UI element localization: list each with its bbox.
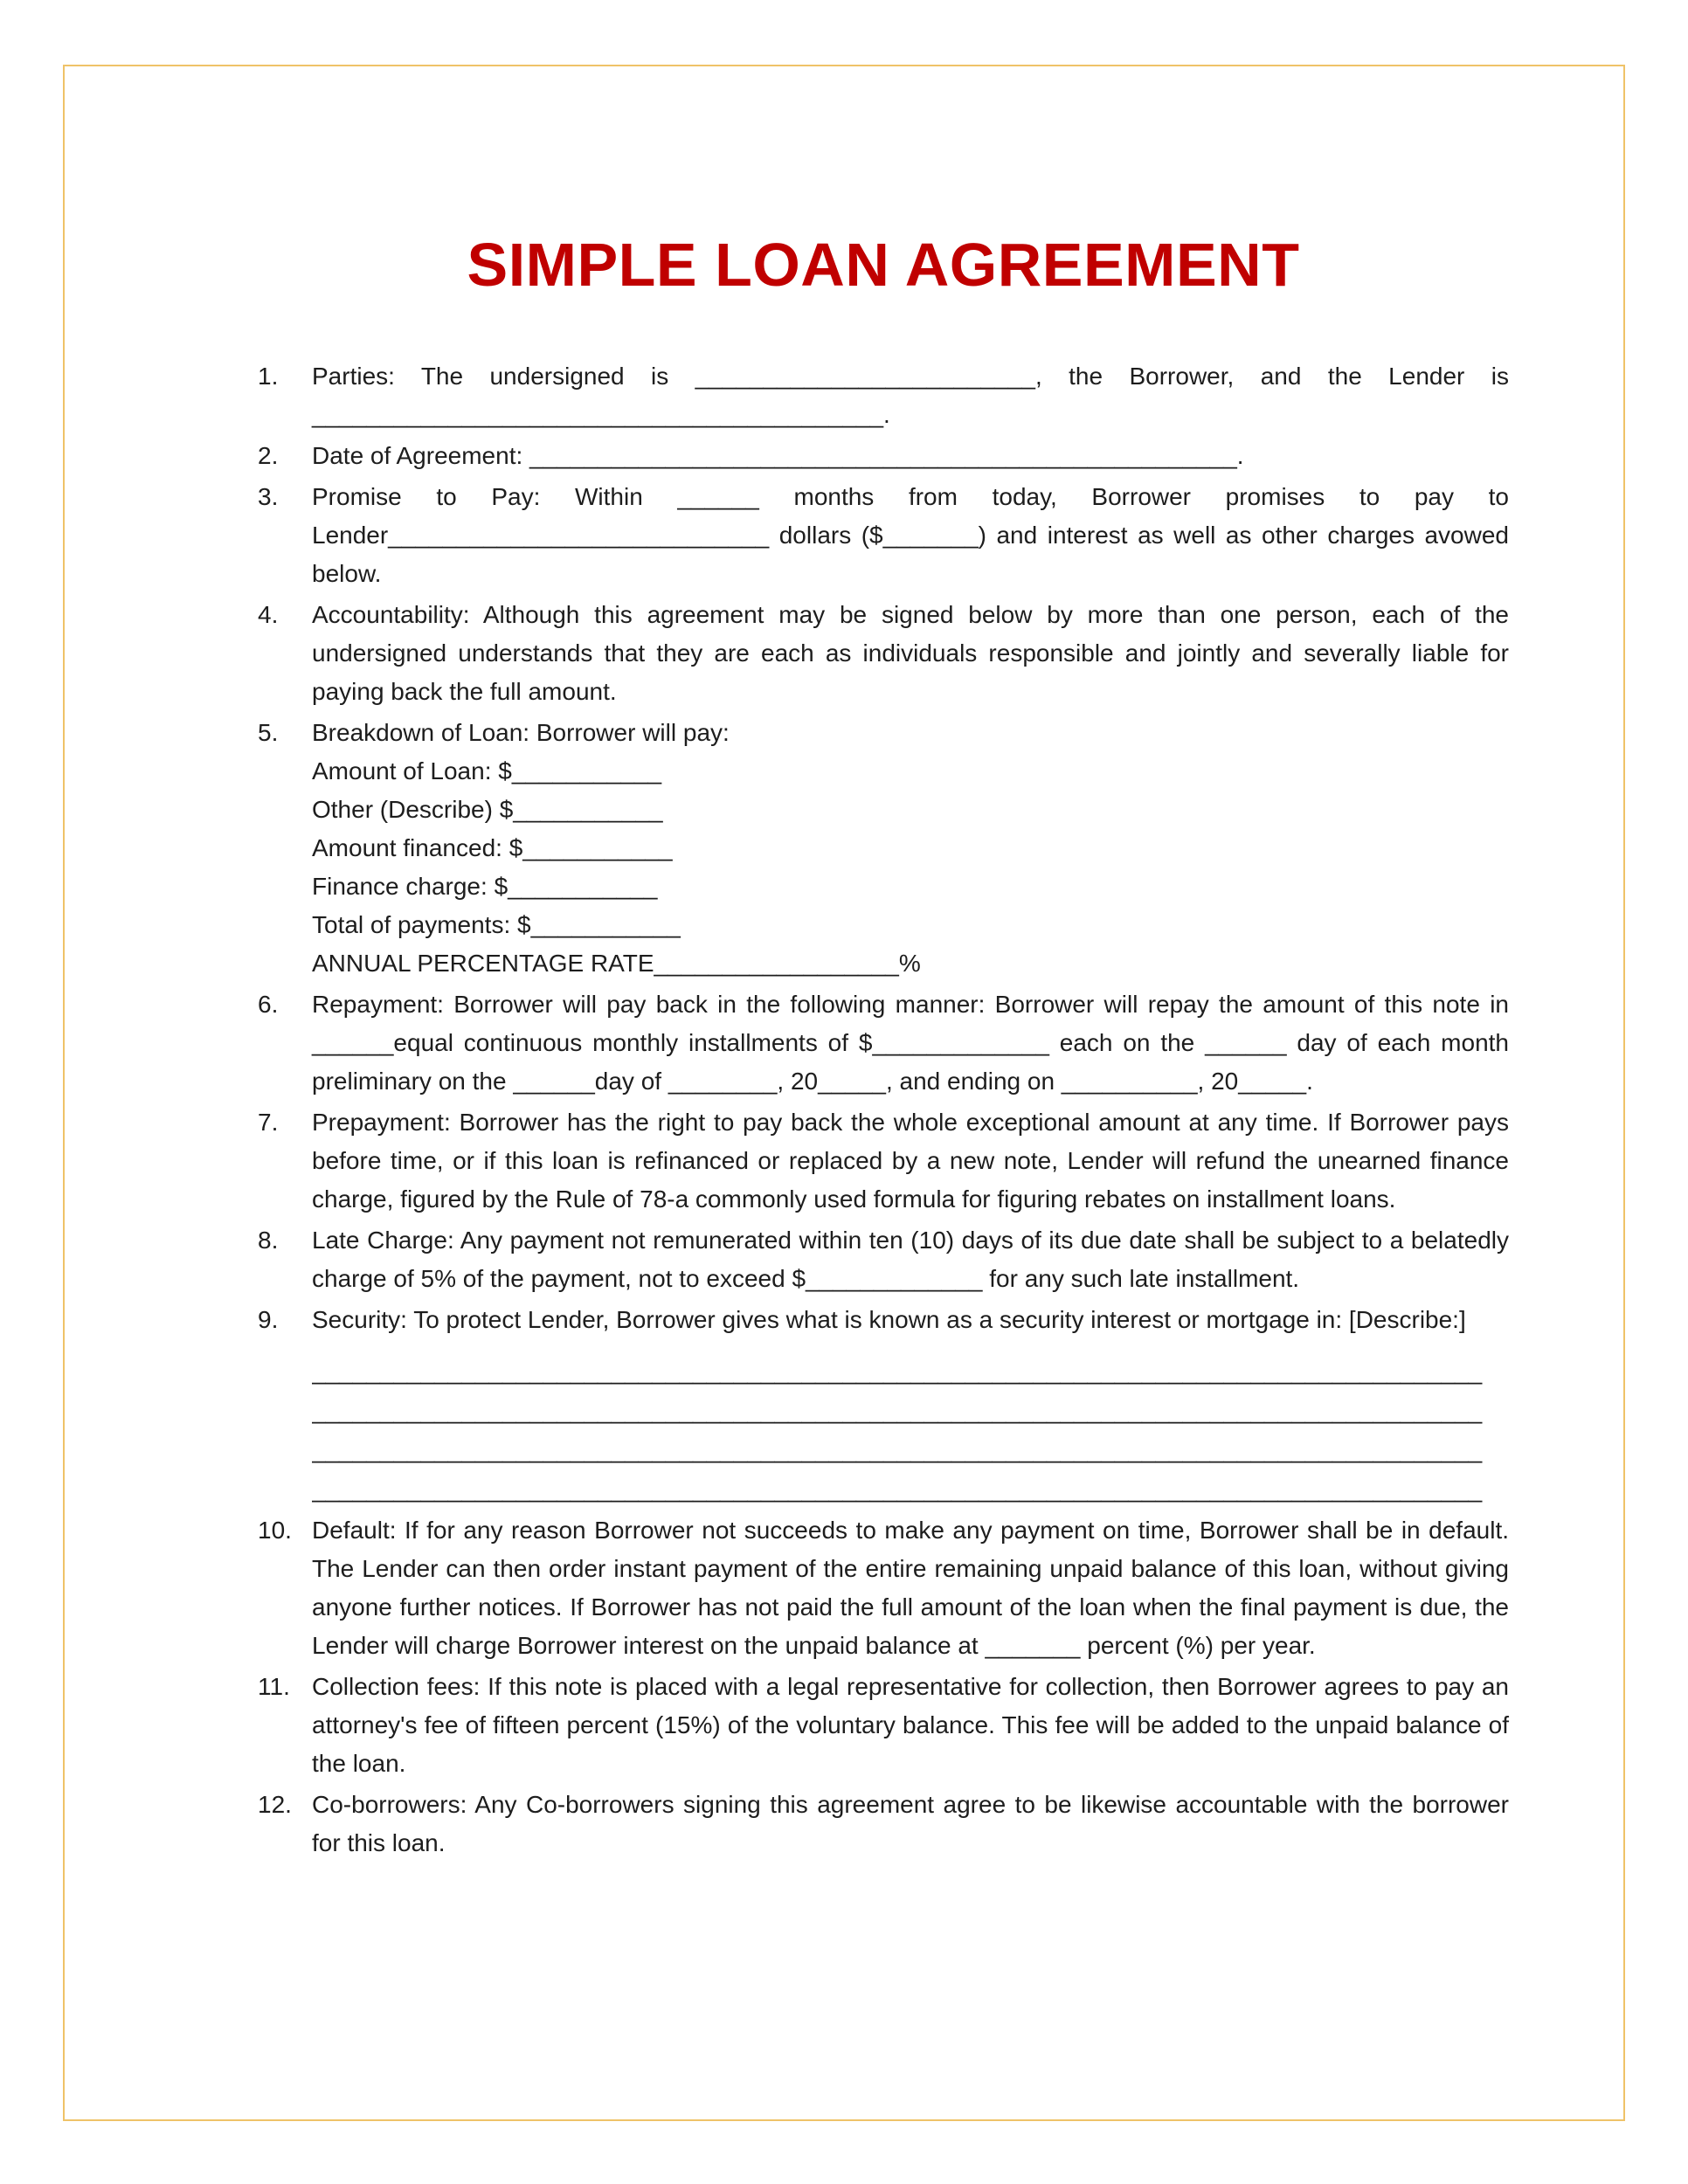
item-text: Late Charge: Any payment not remunerated within ten (10) days of its due date shall be subject to a belatedly charge of 5% of the payment, not to exceed $_____________ for any such late installment.: [312, 1227, 1509, 1292]
item-number: 4.: [258, 601, 279, 628]
item-security: [258, 1301, 1509, 1509]
item-collection-fees: [258, 1668, 1509, 1783]
item-number: 11.: [258, 1673, 290, 1700]
item-text: [312, 714, 1509, 983]
blank-line: ______________________________________________________________________________________: [312, 1436, 1483, 1463]
item-number: 6.: [258, 991, 279, 1018]
item-number: 7.: [258, 1109, 279, 1136]
item-number: 5.: [258, 719, 279, 746]
item-text: Date of Agreement: ____________________________________________________.: [312, 442, 1244, 469]
amount-of-loan-line: Amount of Loan: $___________: [312, 757, 662, 784]
item-date-of-agreement: [258, 437, 1509, 475]
item-text: Co-borrowers: Any Co-borrowers signing this agreement agree to be likewise accountable with the borrower for this loan.: [312, 1791, 1509, 1856]
item-text: Prepayment: Borrower has the right to pay back the whole exceptional amount at any time. If Borrower pays before time, or if this loan is refinanced or replaced by a new note, Lender will refund the unearned finance charge, figured by the Rule of 78-a commonly used formula for figuring rebates on installment loans.: [312, 1109, 1509, 1213]
item-parties: [258, 357, 1509, 434]
item-co-borrowers: [258, 1786, 1509, 1863]
item-text: Default: If for any reason Borrower not succeeds to make any payment on time, Borrower shall be in default. The Lender can then order instant payment of the entire remaining unpaid balance of this loan, without giving anyone further notices. If Borrower has not paid the full amount of the loan when the final payment is due, the Lender will charge Borrower interest on the unpaid balance at _______ percent (%) per year.: [312, 1517, 1509, 1659]
item-text: [312, 1301, 1509, 1509]
item-number: 2.: [258, 442, 279, 469]
item-late-charge: [258, 1221, 1509, 1298]
total-of-payments-line: Total of payments: $___________: [312, 911, 681, 938]
item-accountability: [258, 596, 1509, 711]
annual-percentage-rate-line: ANNUAL PERCENTAGE RATE__________________%: [312, 950, 921, 977]
other-describe-line: Other (Describe) $___________: [312, 796, 663, 823]
item-default: [258, 1511, 1509, 1665]
item-prepayment: [258, 1103, 1509, 1219]
page-title: SIMPLE LOAN AGREEMENT: [467, 231, 1300, 299]
blank-line: ______________________________________________________________________________________: [312, 1397, 1483, 1424]
item-text: Promise to Pay: Within ______ months from today, Borrower promises to pay to Lender____________________________ dollars ($_______) and interest as well as other charges avowed below.: [312, 483, 1509, 587]
item-number: 10.: [258, 1517, 292, 1544]
blank-line: ______________________________________________________________________________________: [312, 1476, 1483, 1503]
item-number: 3.: [258, 483, 279, 510]
security-describe-blanks: [312, 1351, 1509, 1509]
item-number: 8.: [258, 1227, 279, 1254]
item-number: 12.: [258, 1791, 292, 1818]
item-text: Accountability: Although this agreement may be signed below by more than one person, each of the undersigned understands that they are each as individuals responsible and jointly and severally liable for paying back the full amount.: [312, 601, 1509, 705]
breakdown-heading: Breakdown of Loan: Borrower will pay:: [312, 719, 730, 746]
item-repayment: [258, 985, 1509, 1101]
document-content: [258, 231, 1509, 1865]
security-paragraph: Security: To protect Lender, Borrower gives what is known as a security interest or mortgage in: [Describe:]: [312, 1306, 1466, 1333]
item-number: 9.: [258, 1306, 279, 1333]
finance-charge-line: Finance charge: $___________: [312, 873, 658, 900]
item-breakdown-of-loan: [258, 714, 1509, 983]
amount-financed-line: Amount financed: $___________: [312, 834, 673, 861]
item-text: Parties: The undersigned is _________________________, the Borrower, and the Lender is __________________________________________.: [312, 363, 1509, 428]
item-promise-to-pay: [258, 478, 1509, 593]
item-text: Repayment: Borrower will pay back in the following manner: Borrower will repay the amount of this note in ______equal continuous monthly installments of $_____________ each on the ______ day of each month preliminary on the ______day of ________, 20_____, and ending on __________, 20_____.: [312, 991, 1509, 1095]
blank-line: ______________________________________________________________________________________: [312, 1358, 1483, 1385]
item-text: Collection fees: If this note is placed with a legal representative for collection, then Borrower agrees to pay an attorney's fee of fifteen percent (15%) of the voluntary balance. This fee will be added to the unpaid balance of the loan.: [312, 1673, 1509, 1777]
item-number: 1.: [258, 363, 279, 390]
